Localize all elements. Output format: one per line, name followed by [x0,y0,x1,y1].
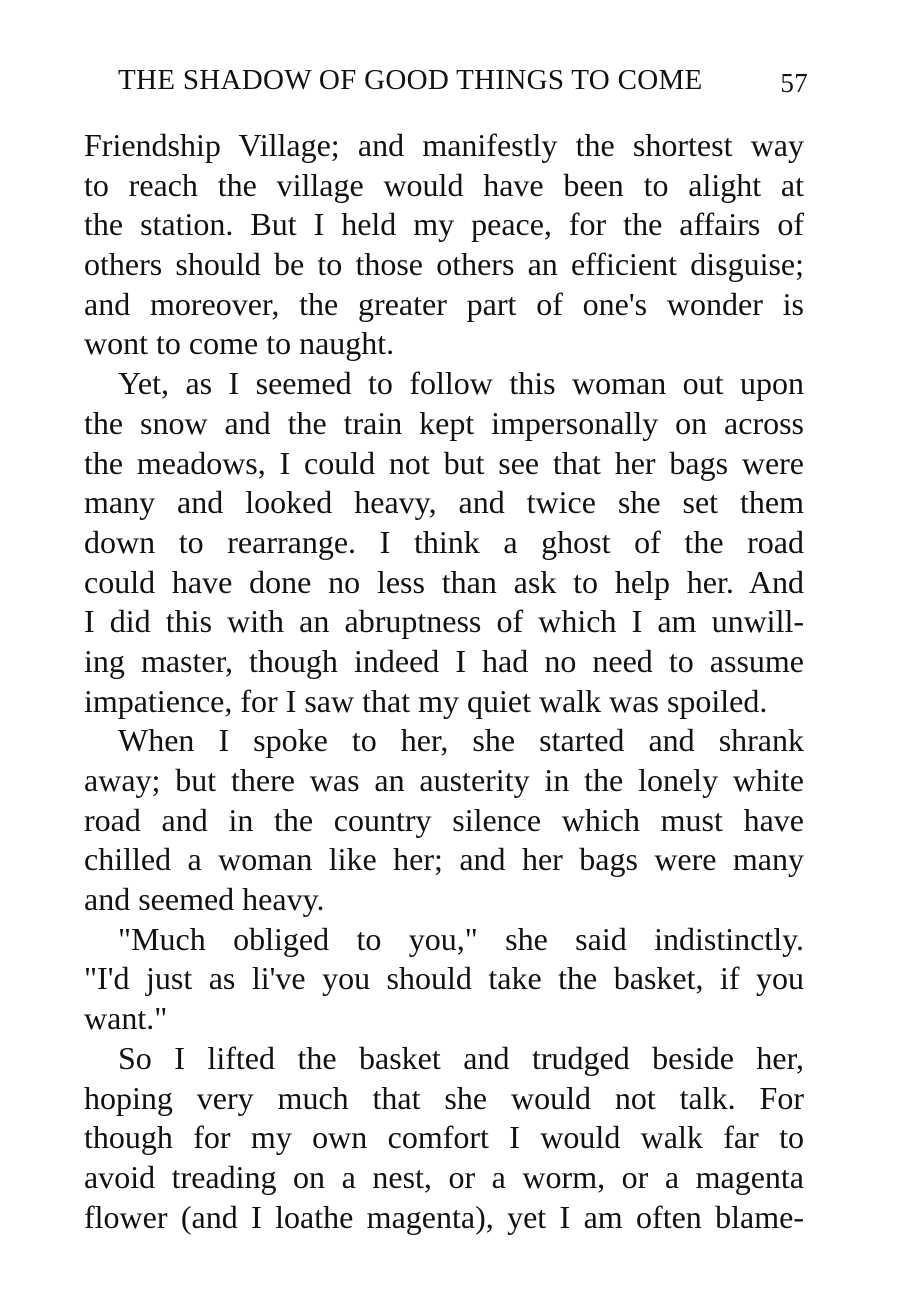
text-line: the snow and the train kept impersonally on across [84,404,804,441]
text-line: So I lifted the basket and trudged beside her, [118,1039,804,1076]
text-line: impatience, for I saw that my quiet walk was spoiled. [84,682,768,719]
text-line: could have done no less than ask to help her. And [84,563,804,600]
text-line: When I spoke to her, she started and shrank [118,722,804,759]
text-line: Yet, as I seemed to follow this woman out upon [118,365,804,402]
page-number: 57 [780,68,808,98]
text-line: flower (and I loathe magenta), yet I am often blame- [84,1198,804,1235]
text-line: and moreover, the greater part of one's wonder is [84,285,804,322]
text-line: many and looked heavy, and twice she set them [84,484,804,521]
text-line: road and in the country silence which must have [84,801,804,838]
text-line: to reach the village would have been to alight at [84,166,804,203]
text-line: though for my own comfort I would walk far to [84,1119,804,1156]
text-line: others should be to those others an efficient disguise; [84,246,804,283]
text-line: the meadows, I could not but see that her bags were [84,444,804,481]
running-title: THE SHADOW OF GOOD THINGS TO COME [118,64,703,96]
text-line: "Much obliged to you," she said indistinctly. [118,920,804,957]
text-line: wont to come to naught. [84,325,395,362]
text-line: "I'd just as li've you should take the basket, if you [84,960,804,997]
text-line: I did this with an abruptness of which I am unwill- [84,603,804,640]
text-line: avoid treading on a nest, or a worm, or a magenta [84,1158,804,1195]
text-line: ing master, though indeed I had no need to assume [84,642,804,679]
text-line: want." [84,1000,168,1037]
text-line: and seemed heavy. [84,881,325,918]
text-line: away; but there was an austerity in the lonely white [84,762,804,798]
text-line: Friendship Village; and manifestly the shortest way [84,127,804,163]
text-line: the station. But I held my peace, for the affairs of [84,206,804,243]
text-line: chilled a woman like her; and her bags were many [84,841,804,878]
text-line: hoping very much that she would not talk. For [84,1079,804,1116]
running-head [118,64,808,104]
text-line: down to rearrange. I think a ghost of the road [84,523,804,560]
body-text [84,126,804,1237]
